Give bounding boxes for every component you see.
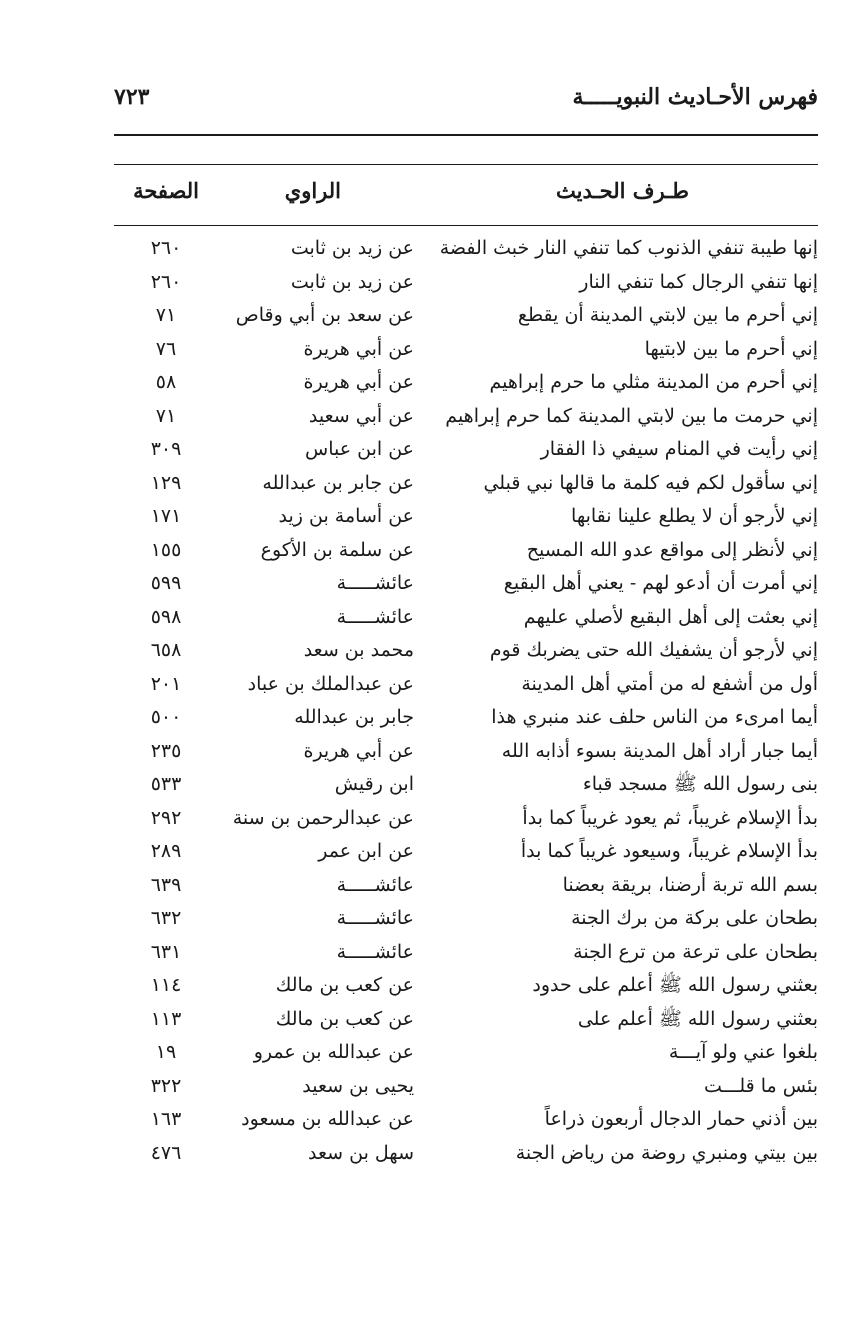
table-row (114, 400, 818, 434)
page-reference: ١٩ (155, 1041, 177, 1063)
table-row (114, 835, 818, 869)
table-row (114, 1070, 818, 1104)
page-reference: ٢٦٠ (150, 270, 182, 293)
hadith-text: إني رأيت في المنام سيفي ذا الفقار (540, 438, 818, 460)
page-reference: ٢٩٢ (150, 806, 182, 829)
page-reference: ١١٣ (150, 1007, 182, 1030)
table-row (114, 1036, 818, 1070)
table-row (114, 266, 818, 300)
page-reference: ٦٣٩ (150, 873, 182, 896)
hadith-text: إني حرمت ما بين لابتي المدينة كما حرم إبراهيم (445, 404, 818, 427)
column-header-hadith: طـرف الحـديث (556, 178, 689, 203)
narrator-name: عن جابر بن عبدالله (262, 471, 414, 494)
table-row (114, 500, 818, 534)
column-header-rule (114, 225, 818, 226)
hadith-text: بسم الله تربة أرضنا، بريقة بعضنا (562, 873, 818, 896)
table-row (114, 1003, 818, 1037)
hadith-text: إني أحرم ما بين لابتيها (644, 337, 818, 360)
narrator-name: يحيى بن سعيد (302, 1074, 414, 1097)
hadith-index-table (114, 232, 818, 1170)
page-reference: ٣٠٩ (150, 438, 182, 460)
narrator-name: عائشـــــة (336, 907, 414, 929)
page-reference: ٧١ (155, 304, 177, 326)
narrator-name: عن عبدالله بن عمرو (253, 1041, 414, 1063)
narrator-name: عن سلمة بن الأكوع (260, 538, 414, 561)
narrator-name: عن أبي سعيد (308, 404, 414, 427)
hadith-text: بدأ الإسلام غريباً، وسيعود غريباً كما بدأ (520, 840, 818, 862)
hadith-text: بين أذني حمار الدجال أربعون ذراعاً (544, 1108, 818, 1130)
table-row (114, 668, 818, 702)
table-row (114, 333, 818, 367)
table-row (114, 1137, 818, 1171)
hadith-text: بئس ما قلـــت (703, 1074, 818, 1097)
table-row (114, 869, 818, 903)
hadith-text: إني أحرم من المدينة مثلي ما حرم إبراهيم (489, 371, 818, 393)
table-row (114, 802, 818, 836)
hadith-text: أول من أشفع له من أمتي أهل المدينة (521, 672, 818, 695)
hadith-text: إني سأقول لكم فيه كلمة ما قالها نبي قبلي (483, 471, 818, 494)
page-reference: ٥٩٩ (150, 572, 182, 594)
hadith-text: بعثني رسول الله ﷺ أعلم على حدود (532, 974, 818, 996)
hadith-text: إني أمرت أن أدعو لهم - يعني أهل البقيع (503, 572, 818, 594)
narrator-name: عن سعد بن أبي وقاص (235, 304, 414, 326)
narrator-name: عن كعب بن مالك (275, 974, 414, 996)
page-reference: ١٥٥ (150, 538, 182, 561)
page-header (114, 84, 818, 120)
hadith-text: إنها تنفي الرجال كما تنفي النار (579, 270, 818, 293)
column-header-page: الصفحة (133, 178, 199, 203)
table-row (114, 634, 818, 668)
narrator-name: عن أبي هريرة (303, 739, 414, 762)
narrator-name: عن عبدالملك بن عباد (247, 672, 414, 695)
narrator-name: عائشـــــة (336, 572, 414, 594)
narrator-name: سهل بن سعد (308, 1141, 414, 1164)
page-reference: ٥٠٠ (150, 706, 182, 728)
hadith-text: إني لأنظر إلى مواقع عدو الله المسيح (526, 538, 818, 561)
hadith-text: إنها طيبة تنفي الذنوب كما تنفي النار خبث الفضة (439, 237, 818, 259)
table-row (114, 232, 818, 266)
narrator-name: عن زيد بن ثابت (290, 237, 414, 259)
page-reference: ٦٣١ (150, 940, 182, 963)
narrator-name: عن أبي هريرة (303, 371, 414, 393)
page-reference: ١٦٣ (150, 1108, 182, 1130)
page-reference: ٥٨ (155, 371, 177, 393)
page-reference: ٢٠١ (150, 672, 182, 695)
table-row (114, 936, 818, 970)
page-reference: ١١٤ (150, 974, 182, 996)
narrator-name: عائشـــــة (336, 940, 414, 963)
table-row (114, 433, 818, 467)
hadith-text: بطحان على بركة من برك الجنة (571, 907, 818, 929)
page-reference: ١٧١ (150, 505, 182, 527)
narrator-name: عن ابن عمر (318, 840, 414, 862)
page-reference: ٧١ (155, 404, 177, 427)
column-header-narrator: الراوي (284, 178, 341, 203)
page-reference: ٦٥٨ (150, 639, 182, 661)
page-reference: ٢٦٠ (150, 237, 182, 259)
narrator-name: عن كعب بن مالك (275, 1007, 414, 1030)
hadith-text: أيما جبار أراد أهل المدينة بسوء أذابه الله (501, 739, 818, 762)
page-reference: ٤٧٦ (150, 1141, 182, 1164)
narrator-name: عائشـــــة (336, 873, 414, 896)
narrator-name: ابن رقيش (334, 773, 414, 795)
table-row (114, 366, 818, 400)
table-row (114, 567, 818, 601)
hadith-text: بدأ الإسلام غريباً، ثم يعود غريباً كما بدأ (522, 806, 818, 829)
table-row (114, 969, 818, 1003)
page-reference: ٢٣٥ (150, 739, 182, 762)
table-row (114, 768, 818, 802)
table-row (114, 701, 818, 735)
table-row (114, 299, 818, 333)
hadith-text: بنى رسول الله ﷺ مسجد قباء (582, 773, 818, 795)
narrator-name: عن أبي هريرة (303, 337, 414, 360)
table-row (114, 534, 818, 568)
table-row (114, 1103, 818, 1137)
narrator-name: عن عبدالله بن مسعود (241, 1108, 414, 1130)
page-reference: ٢٨٩ (150, 840, 182, 862)
page-reference: ٧٦ (155, 337, 177, 360)
hadith-text: إني أحرم ما بين لابتي المدينة أن يقطع (517, 304, 818, 326)
hadith-text: بلغوا عني ولو آيـــة (668, 1041, 818, 1063)
hadith-text: إني بعثت إلى أهل البقيع لأصلي عليهم (523, 605, 818, 628)
header-rule (114, 134, 818, 136)
hadith-text: إني لأرجو أن يشفيك الله حتى يضربك قوم (489, 639, 818, 661)
table-row (114, 467, 818, 501)
narrator-name: عن ابن عباس (305, 438, 414, 460)
narrator-name: عن زيد بن ثابت (290, 270, 414, 293)
page-number: ٧٢٣ (114, 84, 150, 110)
table-row (114, 902, 818, 936)
page-reference: ٦٣٢ (150, 907, 182, 929)
hadith-text: بعثني رسول الله ﷺ أعلم على (577, 1007, 818, 1030)
narrator-name: عن عبدالرحمن بن سنة (232, 806, 414, 829)
narrator-name: عن أسامة بن زيد (278, 505, 414, 527)
hadith-text: بين بيتي ومنبري روضة من رياض الجنة (515, 1141, 818, 1164)
table-top-rule (114, 164, 818, 165)
page-reference: ٣٢٢ (150, 1074, 182, 1097)
hadith-text: أيما امرىء من الناس حلف عند منبري هذا (491, 706, 818, 728)
table-row (114, 735, 818, 769)
table-row (114, 601, 818, 635)
narrator-name: جابر بن عبدالله (294, 706, 414, 728)
page-reference: ٥٣٣ (150, 773, 182, 795)
hadith-text: بطحان على ترعة من ترع الجنة (573, 940, 818, 963)
page-reference: ٥٩٨ (150, 605, 182, 628)
narrator-name: محمد بن سعد (303, 639, 414, 661)
narrator-name: عائشـــــة (336, 605, 414, 628)
running-title: فهرس الأحـاديث النبويـــــة (572, 84, 818, 110)
page-reference: ١٢٩ (150, 471, 182, 494)
hadith-text: إني لأرجو أن لا يطلع علينا نقابها (571, 505, 818, 527)
